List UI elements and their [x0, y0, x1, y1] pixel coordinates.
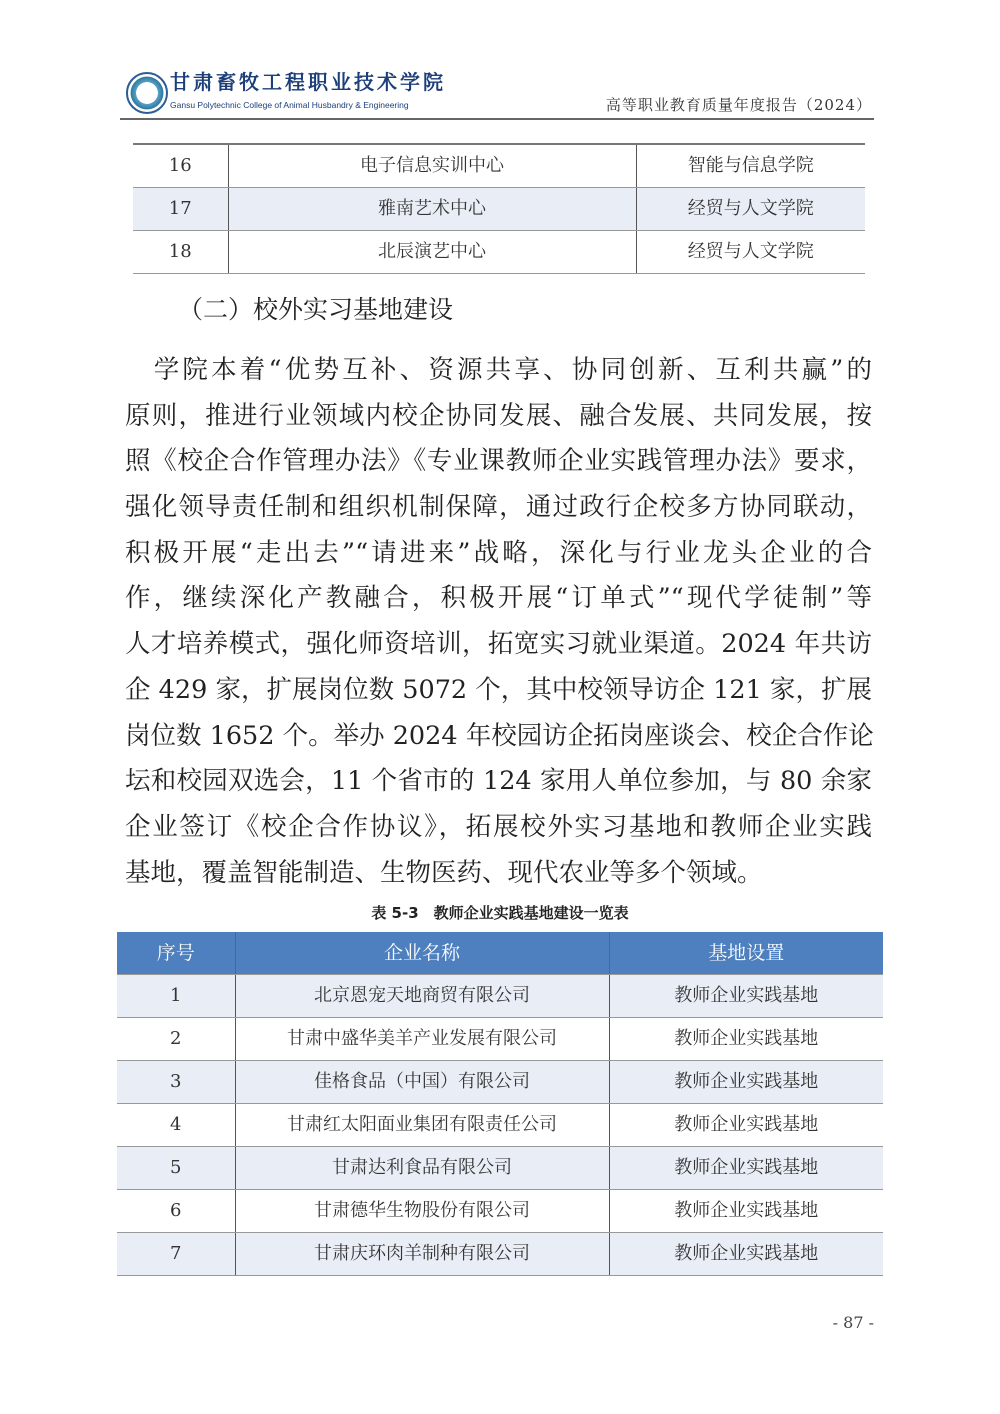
- paragraph-line: 强化领导责任制和组织机制保障，通过政行企校多方协同联动，: [125, 492, 872, 523]
- table-row: [117, 1190, 883, 1233]
- section-heading: （二）校外实习基地建设: [178, 295, 454, 324]
- cell-index: 7: [117, 1233, 235, 1276]
- cell-index: 2: [117, 1018, 235, 1061]
- cell-name: 北辰演艺中心: [228, 231, 636, 274]
- college-name-en: Gansu Polytechnic College of Animal Husbandry & Engineering: [170, 100, 409, 110]
- cell-name: 甘肃中盛华美羊产业发展有限公司: [235, 1018, 609, 1061]
- table-row: [117, 1061, 883, 1104]
- teacher-practice-base-table: [117, 932, 883, 1276]
- table-row: [117, 1018, 883, 1061]
- cell-name: 电子信息实训中心: [228, 144, 636, 188]
- cell-name: 北京恩宠天地商贸有限公司: [235, 975, 609, 1018]
- cell-value: 教师企业实践基地: [609, 1233, 883, 1276]
- paragraph-line: 人才培养模式，强化师资培训，拓宽实习就业渠道。2024 年共访: [125, 629, 872, 660]
- paragraph-line: 原则，推进行业领域内校企协同发展、融合发展、共同发展，按: [125, 400, 872, 431]
- cell-value: 智能与信息学院: [636, 144, 865, 188]
- report-title: 高等职业教育质量年度报告（2024）: [605, 96, 872, 114]
- table-row: [117, 1147, 883, 1190]
- cell-name: 雅南艺术中心: [228, 188, 636, 231]
- cell-name: 甘肃德华生物股份有限公司: [235, 1190, 609, 1233]
- header-divider: [120, 118, 874, 120]
- cell-name: 甘肃红太阳面业集团有限责任公司: [235, 1104, 609, 1147]
- table-header-row: [117, 932, 883, 975]
- table-caption: 表 5-3 教师企业实践基地建设一览表: [371, 904, 629, 922]
- paragraph-line: 学院本着“优势互补、资源共享、协同创新、互利共赢”的: [125, 355, 872, 385]
- paragraph-line: 坛和校园双选会，11 个省市的 124 家用人单位参加，与 80 余家: [125, 766, 872, 797]
- cell-index: 17: [133, 188, 228, 231]
- table-row: [117, 1233, 883, 1276]
- cell-index: 6: [117, 1190, 235, 1233]
- table-row: [117, 1104, 883, 1147]
- header-company: 企业名称: [235, 932, 609, 975]
- body-paragraph: [125, 348, 872, 896]
- paragraph-line: 照《校企合作管理办法》《专业课教师企业实践管理办法》要求，: [125, 446, 872, 477]
- cell-value: 教师企业实践基地: [609, 1104, 883, 1147]
- college-logo-icon: [126, 72, 168, 114]
- paragraph-line: 作，继续深化产教融合，积极开展“订单式”“现代学徒制”等: [125, 583, 872, 614]
- table-row: [133, 231, 865, 274]
- cell-value: 经贸与人文学院: [636, 188, 865, 231]
- header-base-type: 基地设置: [609, 932, 883, 975]
- cell-value: 教师企业实践基地: [609, 1147, 883, 1190]
- cell-index: 3: [117, 1061, 235, 1104]
- cell-name: 甘肃达利食品有限公司: [235, 1147, 609, 1190]
- paragraph-line: 企 429 家，扩展岗位数 5072 个，其中校领导访企 121 家，扩展: [125, 674, 872, 705]
- cell-value: 教师企业实践基地: [609, 1018, 883, 1061]
- cell-index: 16: [133, 144, 228, 188]
- cell-index: 1: [117, 975, 235, 1018]
- cell-value: 教师企业实践基地: [609, 975, 883, 1018]
- paragraph-line: 岗位数 1652 个。举办 2024 年校园访企拓岗座谈会、校企合作论: [125, 720, 874, 751]
- table-row: [117, 975, 883, 1018]
- table-row: [133, 188, 865, 231]
- cell-value: 经贸与人文学院: [636, 231, 865, 274]
- cell-index: 18: [133, 231, 228, 274]
- table-row: [133, 144, 865, 188]
- paragraph-line: 积极开展“走出去”“请进来”战略，深化与行业龙头企业的合: [125, 537, 872, 568]
- page-number: - 87 -: [832, 1313, 874, 1332]
- cell-index: 4: [117, 1104, 235, 1147]
- cell-value: 教师企业实践基地: [609, 1061, 883, 1104]
- cell-name: 甘肃庆环肉羊制种有限公司: [235, 1233, 609, 1276]
- cell-value: 教师企业实践基地: [609, 1190, 883, 1233]
- header-index: 序号: [117, 932, 235, 975]
- paragraph-line: 基地，覆盖智能制造、生物医药、现代农业等多个领域。: [125, 857, 763, 888]
- cell-name: 佳格食品（中国）有限公司: [235, 1061, 609, 1104]
- paragraph-line: 企业签订《校企合作协议》，拓展校外实习基地和教师企业实践: [125, 811, 872, 842]
- cell-index: 5: [117, 1147, 235, 1190]
- previous-table-continuation: [133, 143, 865, 274]
- college-name-cn: 甘肃畜牧工程职业技术学院: [170, 70, 446, 94]
